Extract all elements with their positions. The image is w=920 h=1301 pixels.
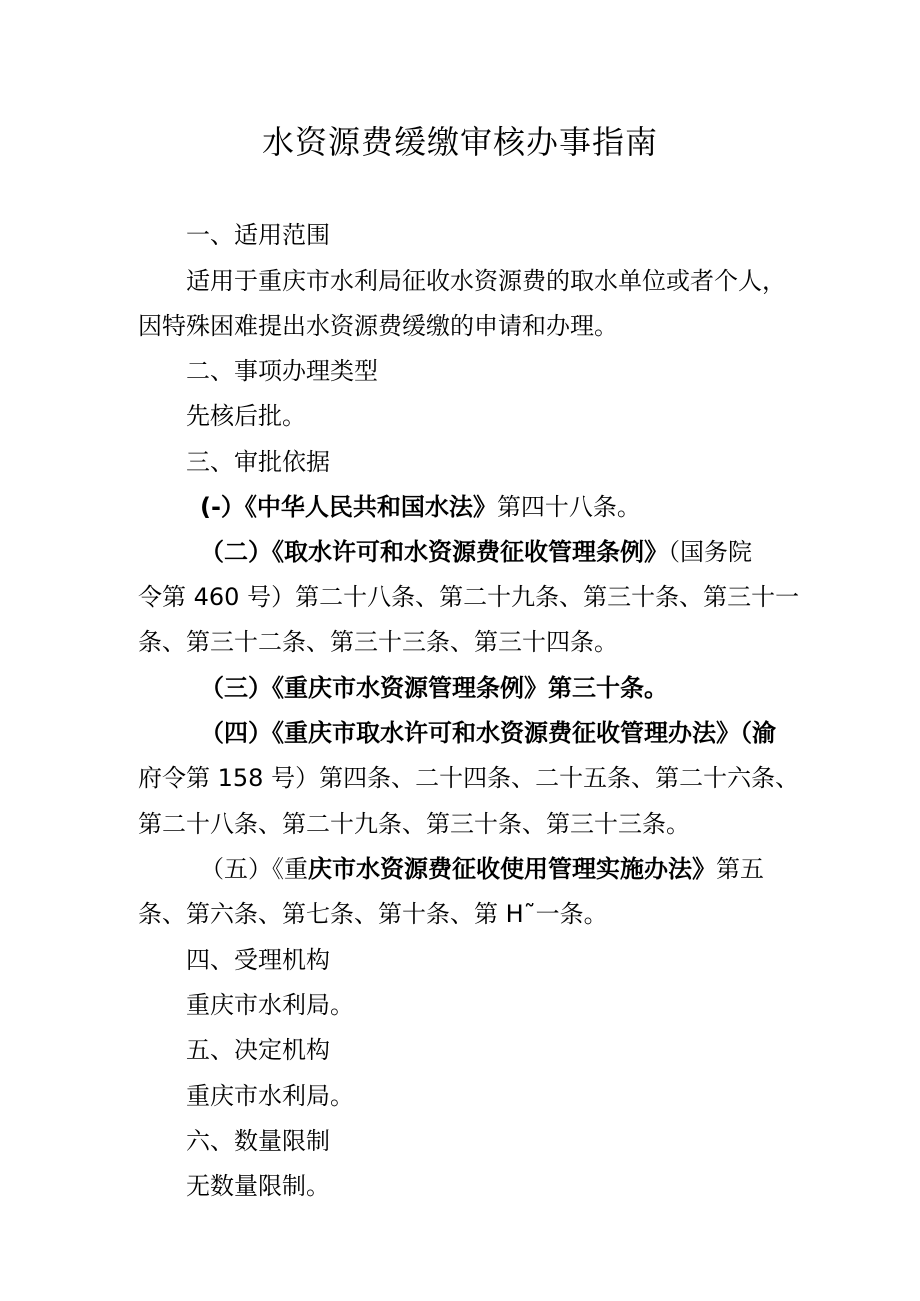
- acceptance-text: 重庆市水利局。: [186, 991, 354, 1019]
- basis-item-5-articles: 第五: [716, 855, 764, 883]
- scope-text-line-1: 适用于重庆市水利局征收水资源费的取水单位或者个人，: [186, 267, 786, 295]
- basis-item-4-line-1: （四）《重庆市取水许可和水资源费征收管理办法》（渝: [200, 719, 776, 747]
- section-heading-decision: 五、决定机构: [186, 1036, 330, 1064]
- basis-item-5-law: 庆市水资源费征收使用管理实施办法》: [308, 855, 716, 883]
- basis-item-5-line-2: 条、第六条、第七条、第十条、第 H˜一条。: [138, 900, 608, 928]
- section-heading-acceptance: 四、受理机构: [186, 946, 330, 974]
- basis-item-1-articles: 第四十八条。: [496, 493, 641, 521]
- decision-text: 重庆市水利局。: [186, 1082, 354, 1110]
- section-heading-scope: 一、适用范围: [186, 221, 330, 249]
- basis-item-2-line-3: 条、第三十二条、第三十三条、第三十四条。: [138, 628, 618, 656]
- basis-item-2-line-1: [200, 532, 752, 572]
- section-heading-type: 二、事项办理类型: [186, 357, 378, 385]
- basis-item-4-line-3: 第二十八条、第二十九条、第三十条、第三十三条。: [138, 810, 690, 838]
- basis-item-2-note: （国务院: [668, 538, 752, 566]
- document-title: 水资源费缓缴审核办事指南: [261, 123, 658, 161]
- section-heading-quantity: 六、数量限制: [186, 1127, 330, 1155]
- basis-item-1-law: (-）《中华人民共和国水法》: [200, 493, 497, 521]
- basis-item-3: （三）《重庆市水资源管理条例》第三十条。: [200, 674, 668, 702]
- basis-item-5-line-1: [200, 849, 764, 889]
- basis-item-2-law: （二）《取水许可和水资源费征收管理条例》: [200, 538, 668, 566]
- basis-item-2-line-2: 令第 460 号）第二十八条、第二十九条、第三十条、第三十一: [138, 583, 800, 611]
- section-heading-basis: 三、审批依据: [186, 448, 330, 476]
- basis-item-1: [200, 487, 641, 527]
- scope-text-line-2: 因特殊困难提出水资源费缓缴的申请和办理。: [138, 312, 618, 340]
- basis-item-5-prefix: （五）《重: [200, 855, 308, 883]
- quantity-text: 无数量限制。: [186, 1172, 330, 1200]
- basis-item-4-line-2: 府令第 158 号）第四条、二十四条、二十五条、第二十六条、: [138, 764, 800, 792]
- type-text: 先核后批。: [186, 402, 306, 430]
